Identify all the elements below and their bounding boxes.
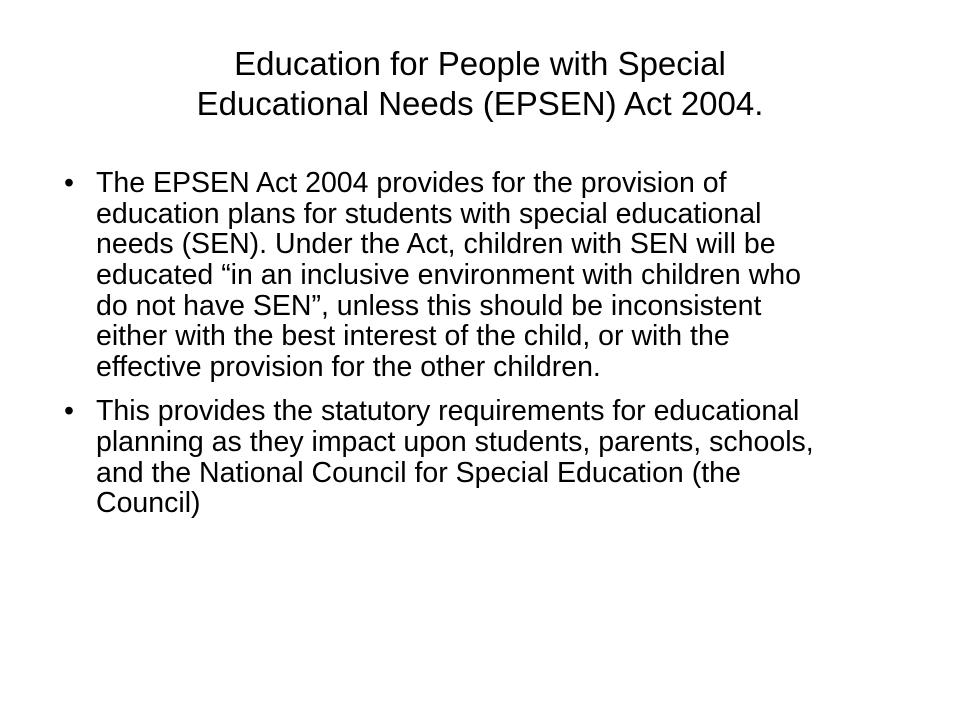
bullet-text-statutory-requirements: This provides the statutory requirements for educational planning as they impact upon students, parents, schools, and the National Council for Special Education (the Council) xyxy=(96,395,814,520)
slide-title-line-2: Educational Needs (EPSEN) Act 2004. xyxy=(196,85,764,123)
bullet-text-act-provisions: The EPSEN Act 2004 provides for the provision of education plans for students with special educational needs (SEN). Under the Act, children with SEN will be educated “in an inclusive environment with children who do not have SEN”, unless this should be inconsistent either with the best interest of the child, or with the effective provision for the other children. xyxy=(96,167,801,383)
bullet-item-statutory-requirements xyxy=(64,396,834,519)
bullet-marker: • xyxy=(64,395,74,428)
slide-title xyxy=(60,44,900,125)
bullet-list xyxy=(64,168,834,533)
bullet-item-act-provisions xyxy=(64,168,834,382)
bullet-marker: • xyxy=(64,167,74,199)
slide-title-line-1: Education for People with Special xyxy=(234,45,726,82)
